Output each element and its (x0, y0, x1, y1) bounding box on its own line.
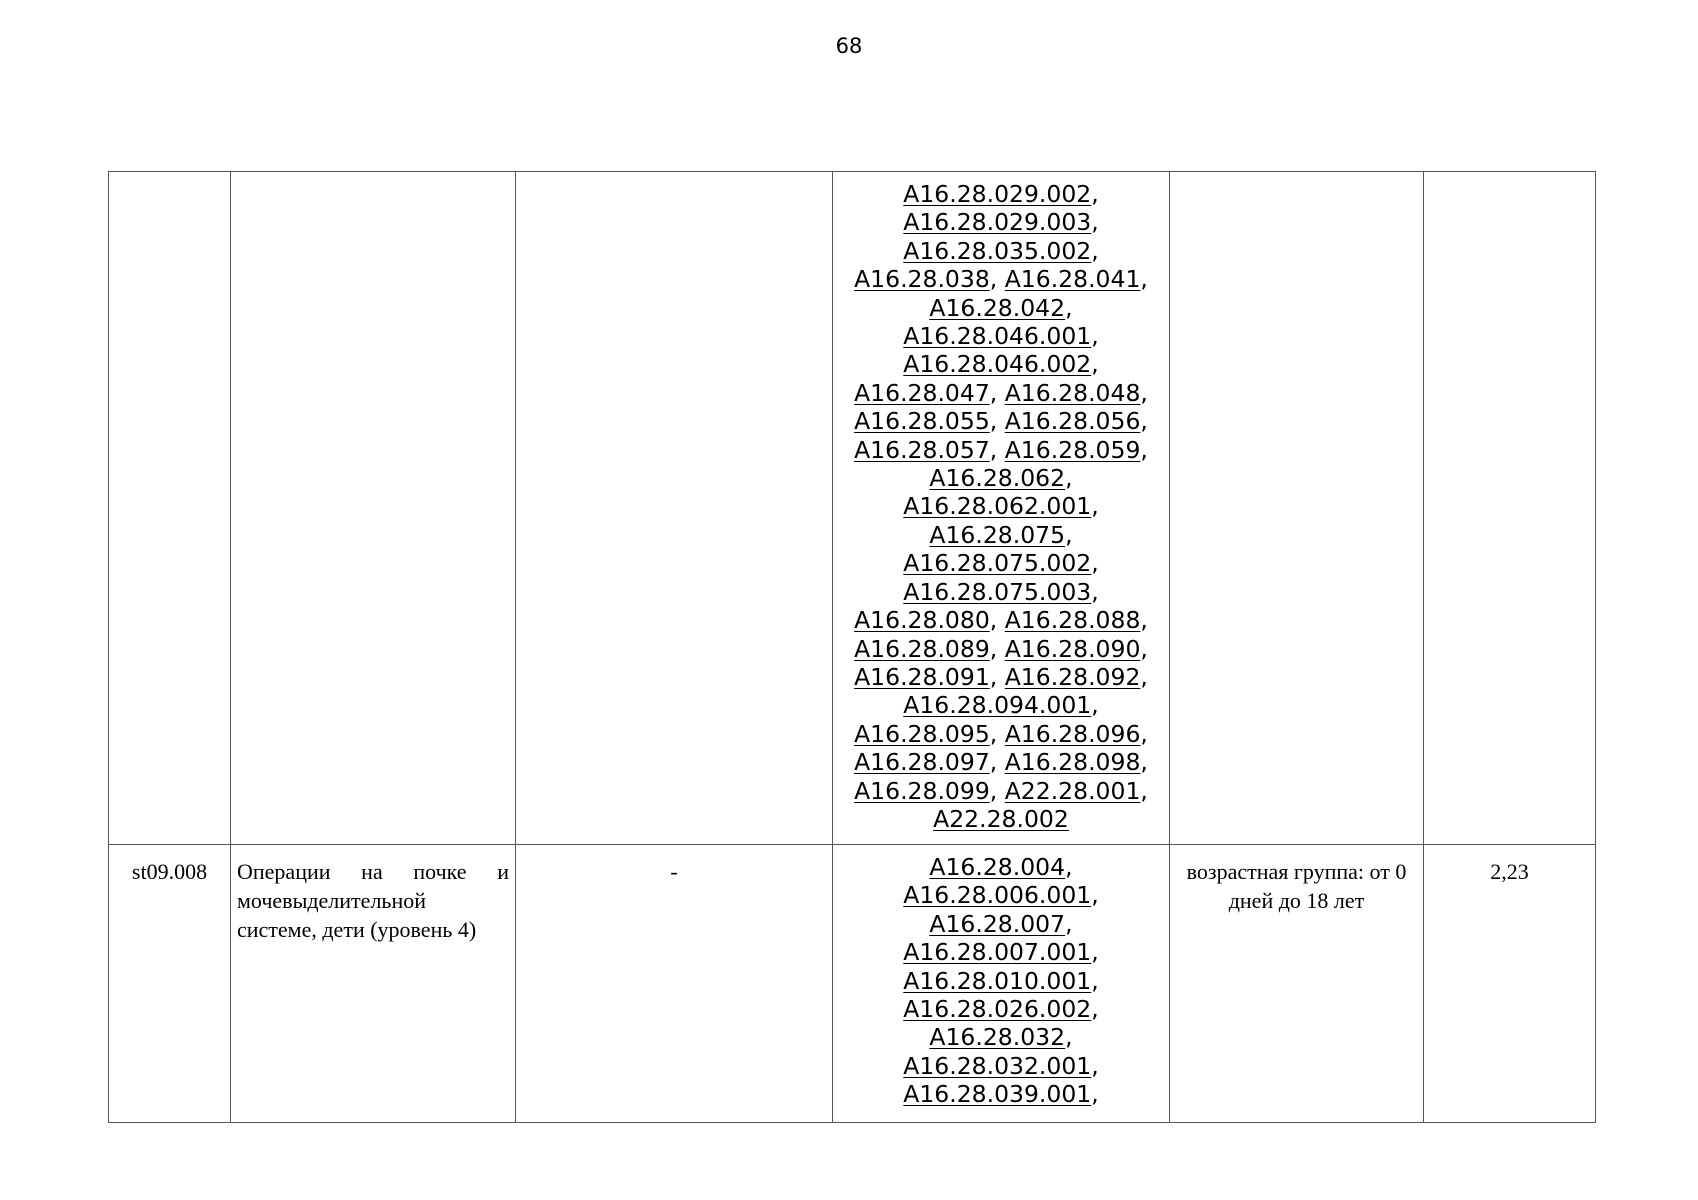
operation-code-link[interactable]: A16.28.095 (854, 719, 990, 748)
operation-code-line (835, 910, 1167, 938)
code-separator: , (1091, 1051, 1099, 1080)
operation-code-line (835, 995, 1167, 1023)
code-separator: , (1065, 853, 1073, 881)
operation-code-line (835, 805, 1167, 833)
code-separator: , (1091, 938, 1099, 967)
operation-code-line (835, 1023, 1167, 1051)
operation-code-line (835, 549, 1167, 577)
operation-code-link[interactable]: A16.28.075 (929, 520, 1066, 549)
code-separator: , (1091, 492, 1099, 521)
ksg-code-cell (109, 172, 231, 845)
coefficient-cell (1424, 172, 1596, 845)
operation-code-line (835, 322, 1167, 350)
code-separator: , (1065, 1023, 1073, 1052)
operation-code-link[interactable]: A16.28.075.003 (903, 577, 1092, 606)
code-separator: , (1065, 909, 1073, 938)
operation-code-link[interactable]: A16.28.062.001 (903, 492, 1092, 521)
operation-code-link[interactable]: A16.28.046.002 (903, 350, 1092, 379)
operation-code-link[interactable]: A16.28.032 (929, 1023, 1066, 1052)
code-separator: , (989, 748, 1005, 777)
code-separator: , (1140, 265, 1148, 294)
operation-code-line (835, 578, 1167, 606)
operation-code-line (835, 1080, 1167, 1108)
operation-code-link[interactable]: A16.28.097 (854, 748, 990, 777)
operation-code-link[interactable]: A22.28.002 (933, 804, 1069, 833)
code-separator: , (1091, 691, 1099, 720)
operation-code-link[interactable]: A16.28.042 (929, 293, 1066, 322)
operation-code-link[interactable]: A16.28.059 (1004, 435, 1141, 464)
operation-code-line (835, 492, 1167, 520)
code-separator: , (989, 378, 1005, 407)
operation-code-link[interactable]: A16.28.098 (1004, 748, 1141, 777)
code-separator: , (989, 606, 1005, 635)
coefficient-cell: 2,23 (1424, 845, 1596, 1123)
table-row (109, 172, 1596, 845)
operation-code-line (835, 407, 1167, 435)
operation-code-link[interactable]: A22.28.001 (1004, 776, 1141, 805)
operation-codes-cell (833, 845, 1170, 1123)
operation-code-link[interactable]: A16.28.062 (929, 464, 1066, 493)
operation-code-link[interactable]: A16.28.091 (854, 662, 990, 691)
code-separator: , (1091, 577, 1099, 606)
code-separator: , (1140, 378, 1148, 407)
code-separator: , (1140, 776, 1148, 805)
operation-code-link[interactable]: A16.28.080 (854, 606, 990, 635)
ksg-name-cell (231, 172, 516, 845)
operation-code-line (835, 748, 1167, 776)
operation-code-line (835, 379, 1167, 407)
code-separator: , (1091, 881, 1099, 910)
operation-code-link[interactable]: A16.28.047 (854, 378, 990, 407)
code-separator: , (989, 719, 1005, 748)
operation-code-line (835, 777, 1167, 805)
operation-code-link[interactable]: A16.28.099 (854, 776, 990, 805)
operation-code-line (835, 208, 1167, 236)
operation-code-link[interactable]: A16.28.092 (1004, 662, 1141, 691)
operation-code-link[interactable]: A16.28.032.001 (903, 1051, 1092, 1080)
code-separator: , (1140, 435, 1148, 464)
operation-code-link[interactable]: A16.28.038 (854, 265, 990, 294)
operation-code-line (835, 350, 1167, 378)
operation-code-link[interactable]: A16.28.075.002 (903, 549, 1092, 578)
ksg-name-cell: Операции на почке и мочевыделительной системе, дети (уровень 4) (231, 845, 516, 1123)
code-separator: , (989, 407, 1005, 436)
operation-code-link[interactable]: A16.28.007.001 (903, 938, 1092, 967)
operation-code-line (835, 436, 1167, 464)
table-row (109, 845, 1596, 1123)
code-separator: , (1065, 464, 1073, 493)
diagnosis-code-cell: - (516, 845, 833, 1123)
operation-code-line (835, 237, 1167, 265)
operation-codes-cell (833, 172, 1170, 845)
operation-code-link[interactable]: A16.28.094.001 (903, 691, 1092, 720)
code-separator: , (989, 634, 1005, 663)
operation-code-link[interactable]: A16.28.056 (1004, 407, 1141, 436)
code-separator: , (1140, 606, 1148, 635)
operation-code-link[interactable]: A16.28.035.002 (903, 236, 1092, 265)
code-separator: , (1140, 748, 1148, 777)
page-number: 68 (835, 34, 863, 58)
operation-code-link[interactable]: A16.28.089 (854, 634, 990, 663)
operation-code-line (835, 967, 1167, 995)
operation-code-line (835, 294, 1167, 322)
code-separator: , (1065, 520, 1073, 549)
operation-code-line (835, 635, 1167, 663)
ksg-table (108, 171, 1596, 1123)
operation-code-link[interactable]: A16.28.006.001 (903, 881, 1092, 910)
code-separator: , (1140, 634, 1148, 663)
code-separator: , (1140, 407, 1148, 436)
code-separator: , (1091, 549, 1099, 578)
operation-code-link[interactable]: A16.28.046.001 (903, 322, 1092, 351)
extra-criteria-cell (1170, 172, 1424, 845)
code-separator: , (1091, 180, 1099, 208)
code-separator: , (1091, 1080, 1099, 1109)
operation-code-link[interactable]: A16.28.088 (1004, 606, 1141, 635)
ksg-code-cell: st09.008 (109, 845, 231, 1123)
operation-code-line (835, 180, 1167, 208)
operation-code-line (835, 606, 1167, 634)
operation-code-link[interactable]: A16.28.096 (1004, 719, 1141, 748)
operation-code-link[interactable]: A16.28.090 (1004, 634, 1141, 663)
code-separator: , (1091, 350, 1099, 379)
operation-code-line (835, 663, 1167, 691)
operation-code-link[interactable]: A16.28.041 (1004, 265, 1141, 294)
code-separator: , (989, 776, 1005, 805)
code-separator: , (1140, 662, 1148, 691)
code-separator: , (1091, 966, 1099, 995)
diagnosis-code-cell (516, 172, 833, 845)
operation-code-link[interactable]: A16.28.004 (929, 853, 1066, 881)
code-separator: , (1091, 208, 1099, 237)
operation-code-line (835, 853, 1167, 881)
code-separator: , (1091, 236, 1099, 265)
operation-code-link[interactable]: A16.28.057 (854, 435, 990, 464)
code-separator: , (1091, 995, 1099, 1024)
operation-code-link[interactable]: A16.28.029.003 (903, 208, 1092, 237)
operation-code-link[interactable]: A16.28.039.001 (903, 1080, 1092, 1109)
operation-code-link[interactable]: A16.28.055 (854, 407, 990, 436)
operation-code-line (835, 720, 1167, 748)
extra-criteria-cell: возрастная группа: от 0 дней до 18 лет (1170, 845, 1424, 1123)
operation-code-line (835, 1052, 1167, 1080)
operation-code-line (835, 881, 1167, 909)
operation-code-line (835, 521, 1167, 549)
code-separator: , (1091, 322, 1099, 351)
code-separator: , (1065, 293, 1073, 322)
operation-code-line (835, 691, 1167, 719)
operation-code-line (835, 265, 1167, 293)
operation-code-link[interactable]: A16.28.010.001 (903, 966, 1092, 995)
operation-code-line (835, 938, 1167, 966)
code-separator: , (989, 662, 1005, 691)
code-separator: , (989, 435, 1005, 464)
code-separator: , (1140, 719, 1148, 748)
operation-code-line (835, 464, 1167, 492)
operation-code-link[interactable]: A16.28.029.002 (903, 180, 1092, 208)
operation-code-link[interactable]: A16.28.007 (929, 909, 1066, 938)
code-separator: , (989, 265, 1005, 294)
operation-code-link[interactable]: A16.28.048 (1004, 378, 1141, 407)
operation-code-link[interactable]: A16.28.026.002 (903, 995, 1092, 1024)
